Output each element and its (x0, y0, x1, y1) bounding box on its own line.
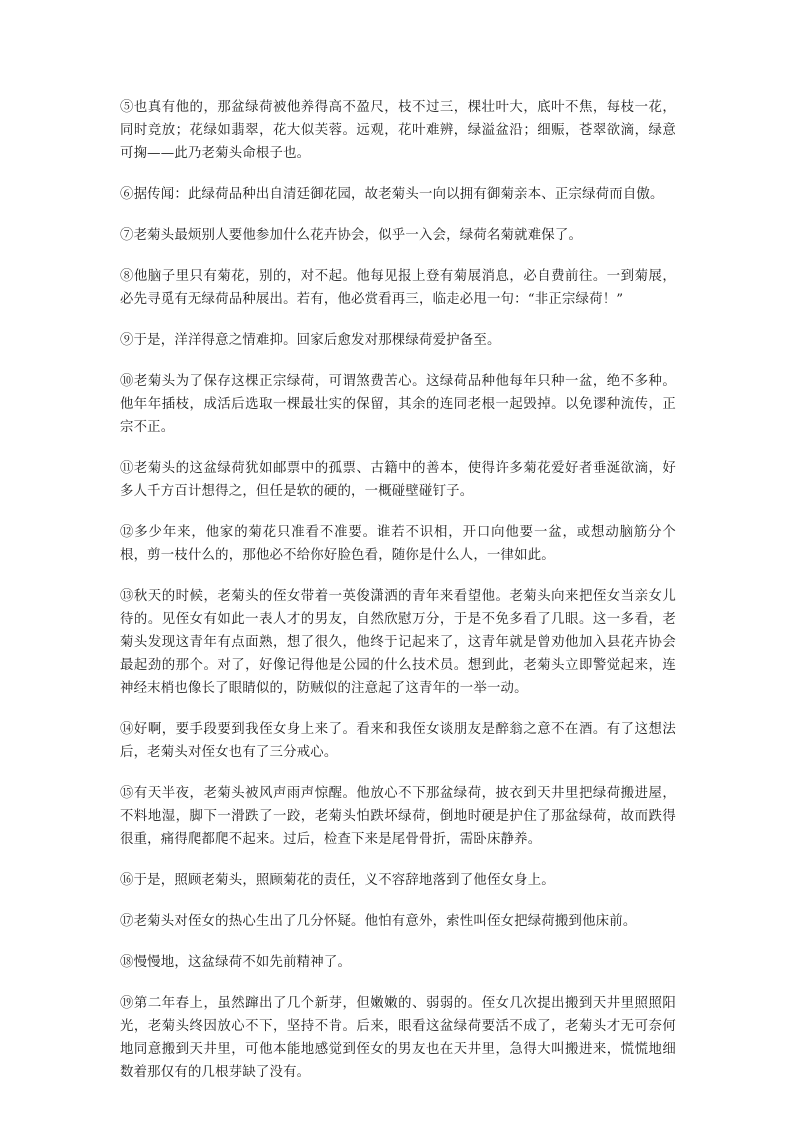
paragraph-19: ⑲第二年春上，虽然蹿出了几个新芽，但嫩嫩的、弱弱的。侄女几次提出搬到天井里照照阳光，老菊头终因放心不下，坚持不肯。后来，眼看这盆绿荷要活不成了，老菊头才无可奈何地同意搬到天井里，可他本能地感觉到侄女的男友也在天井里，急得大叫搬进来，慌慌地细数着那仅有的几根芽缺了没有。 (120, 996, 676, 1080)
paragraph-7: ⑦老菊头最烦别人要他参加什么花卉协会，似乎一入会，绿荷名菊就难保了。 (120, 228, 583, 243)
paragraph-15: ⑮有天半夜，老菊头被风声雨声惊醒。他放心不下那盆绿荷，披衣到天井里把绿荷搬进屋，不料地湿，脚下一滑跌了一跤，老菊头怕跌坏绿荷，倒地时硬是护住了那盆绿荷，故而跌得很重，痛得爬都爬不起来。过后，检查下来是尾骨骨折，需卧床静养。 (120, 786, 676, 847)
paragraph-5: ⑤也真有他的，那盆绿荷被他养得高不盈尺，枝不过三，棵壮叶大，底叶不焦，每枝一花，同时竞放；花绿如翡翠，花大似芙蓉。远观，花叶难辨，绿溢盆沿；细赈，苍翠欲滴，绿意可掬——此乃老菊头命根子也。 (120, 100, 676, 161)
paragraph-14: ⑭好啊，要手段要到我侄女身上来了。看来和我侄女谈朋友是醉翁之意不在酒。有了这想法后，老菊头对侄女也有了三分戒心。 (120, 722, 676, 760)
paragraph-18: ⑱慢慢地，这盆绿荷不如先前精神了。 (120, 955, 352, 970)
paragraph-12: ⑫多少年来，他家的菊花只准看不准要。谁若不识相，开口向他要一盆，或想动脑筋分个根，剪一枝什么的，那他必不给你好脸色看，随你是什么人，一律如此。 (120, 525, 676, 563)
paragraph-11: ⑪老菊头的这盆绿荷犹如邮票中的孤票、古籍中的善本，使得许多菊花爱好者垂涎欲滴，好多人千方百计想得之，但任是软的硬的，一概碰壁碰钉子。 (120, 461, 676, 499)
paragraph-9: ⑨于是，洋洋得意之情难抑。回家后愈发对那棵绿荷爱护备至。 (120, 333, 501, 348)
paragraph-13: ⑬秋天的时候，老菊头的侄女带着一英俊潇洒的青年来看望他。老菊头向来把侄女当亲女儿待的。见侄女有如此一表人才的男友，自然欣慰万分，于是不免多看了几眼。这一多看，老菊头发现这青年有点面熟，想了很久，他终于记起来了，这青年就是曾劝他加入县花卉协会最起劲的那个。对了，好像记得他是公园的什么技术员。想到此，老菊头立即警觉起来，连神经末梢也像长了眼睛似的，防贼似的注意起了这青年的一举一动。 (120, 589, 676, 696)
paragraph-10: ⑩老菊头为了保存这棵正宗绿荷，可谓煞费苦心。这绿荷品种他每年只种一盆，绝不多种。他年年插枝，成活后选取一棵最壮实的保留，其余的连同老根一起毁掉。以免谬种流传，正宗不正。 (120, 374, 676, 435)
paragraph-8: ⑧他脑子里只有菊花，别的，对不起。他每见报上登有菊展消息，必自费前往。一到菊展，必先寻觅有无绿荷品种展出。若有，他必赏看再三，临走必甩一句：“非正宗绿荷！” (120, 269, 676, 307)
paragraph-17: ⑰老菊头对侄女的热心生出了几分怀疑。他怕有意外，索性叫侄女把绿荷搬到他床前。 (120, 914, 637, 929)
document-body (120, 96, 676, 1102)
paragraph-16: ⑯于是，照顾老菊头，照顾菊花的责任，义不容辞地落到了他侄女身上。 (120, 873, 555, 888)
paragraph-6: ⑥据传闻：此绿荷品种出自清廷御花园，故老菊头一向以拥有御菊亲本、正宗绿荷而自傲。 (120, 187, 664, 202)
